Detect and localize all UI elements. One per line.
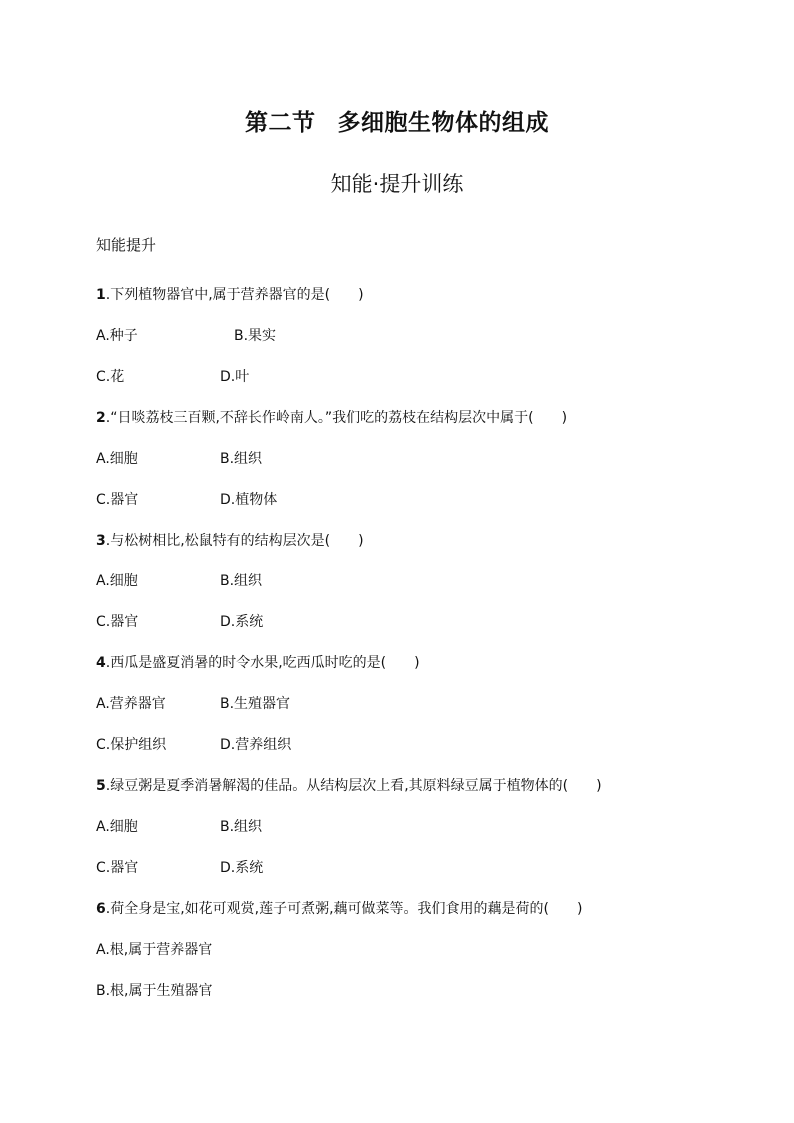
answer-paren-close: )	[358, 287, 364, 303]
question-3-options-row-2	[96, 612, 264, 632]
page-subtitle: 知能·提升训练	[330, 172, 464, 196]
question-5-stem	[96, 776, 602, 796]
answer-paren-close: )	[577, 901, 583, 917]
question-6-option-a: A.根,属于营养器官	[96, 942, 213, 958]
option-a: A.细胞	[96, 451, 138, 467]
option-b: B.组织	[220, 451, 263, 467]
question-2-options-row-2	[96, 490, 278, 510]
question-1-stem	[96, 285, 364, 305]
question-number: 6	[96, 901, 106, 917]
section-heading: 知能提升	[96, 236, 157, 254]
option-d: D.叶	[220, 369, 250, 385]
answer-paren-close: )	[561, 410, 568, 426]
question-text: .与松树相比,松鼠特有的结构层次是(	[105, 533, 331, 549]
question-4-stem	[96, 653, 420, 673]
option-c: C.器官	[96, 492, 139, 508]
question-text: .荷全身是宝,如花可观赏,莲子可煮粥,藕可做菜等。我们食用的藕是荷的(	[105, 901, 550, 917]
question-text: .下列植物器官中,属于营养器官的是(	[105, 287, 331, 303]
question-number: 5	[96, 778, 106, 794]
question-4-options-row-2	[96, 735, 292, 755]
question-2-options-row-1	[96, 449, 263, 469]
option-c: C.器官	[96, 614, 139, 630]
question-5-options-row-1	[96, 817, 263, 837]
option-a: A.细胞	[96, 573, 138, 589]
option-c: C.器官	[96, 860, 139, 876]
question-number: 3	[96, 533, 106, 549]
option-a: A.细胞	[96, 819, 138, 835]
answer-paren-close: )	[414, 655, 420, 671]
option-b: B.果实	[234, 328, 277, 344]
question-5-options-row-2	[96, 858, 264, 878]
question-3-stem	[96, 531, 364, 551]
option-d: D.植物体	[220, 492, 278, 508]
option-b: B.组织	[220, 819, 263, 835]
question-number: 2	[96, 410, 106, 426]
option-d: D.营养组织	[220, 737, 292, 753]
title-section-number: 第二节	[245, 110, 316, 136]
question-2-stem	[96, 408, 567, 428]
option-c: C.保护组织	[96, 737, 167, 753]
question-number: 1	[96, 287, 106, 303]
page-title	[0, 104, 794, 137]
question-text: .西瓜是盛夏消暑的时令水果,吃西瓜时吃的是(	[105, 655, 387, 671]
option-b: B.生殖器官	[220, 696, 291, 712]
question-text: .“日啖荔枝三百颗,不辞长作岭南人。”我们吃的荔枝在结构层次中属于(	[105, 410, 534, 426]
question-1-options-row-1	[96, 326, 277, 346]
option-d: D.系统	[220, 860, 264, 876]
title-topic: 多细胞生物体的组成	[337, 110, 549, 136]
question-number: 4	[96, 655, 106, 671]
option-a: A.营养器官	[96, 696, 166, 712]
question-3-options-row-1	[96, 571, 263, 591]
option-d: D.系统	[220, 614, 264, 630]
answer-paren-close: )	[358, 533, 364, 549]
question-4-options-row-1	[96, 694, 291, 714]
question-text: .绿豆粥是夏季消暑解渴的佳品。从结构层次上看,其原料绿豆属于植物体的(	[105, 778, 569, 794]
option-c: C.花	[96, 369, 125, 385]
question-6-stem	[96, 899, 582, 919]
answer-paren-close: )	[596, 778, 602, 794]
question-6-option-b: B.根,属于生殖器官	[96, 983, 213, 999]
option-b: B.组织	[220, 573, 263, 589]
question-1-options-row-2	[96, 367, 250, 387]
option-a: A.种子	[96, 328, 138, 344]
